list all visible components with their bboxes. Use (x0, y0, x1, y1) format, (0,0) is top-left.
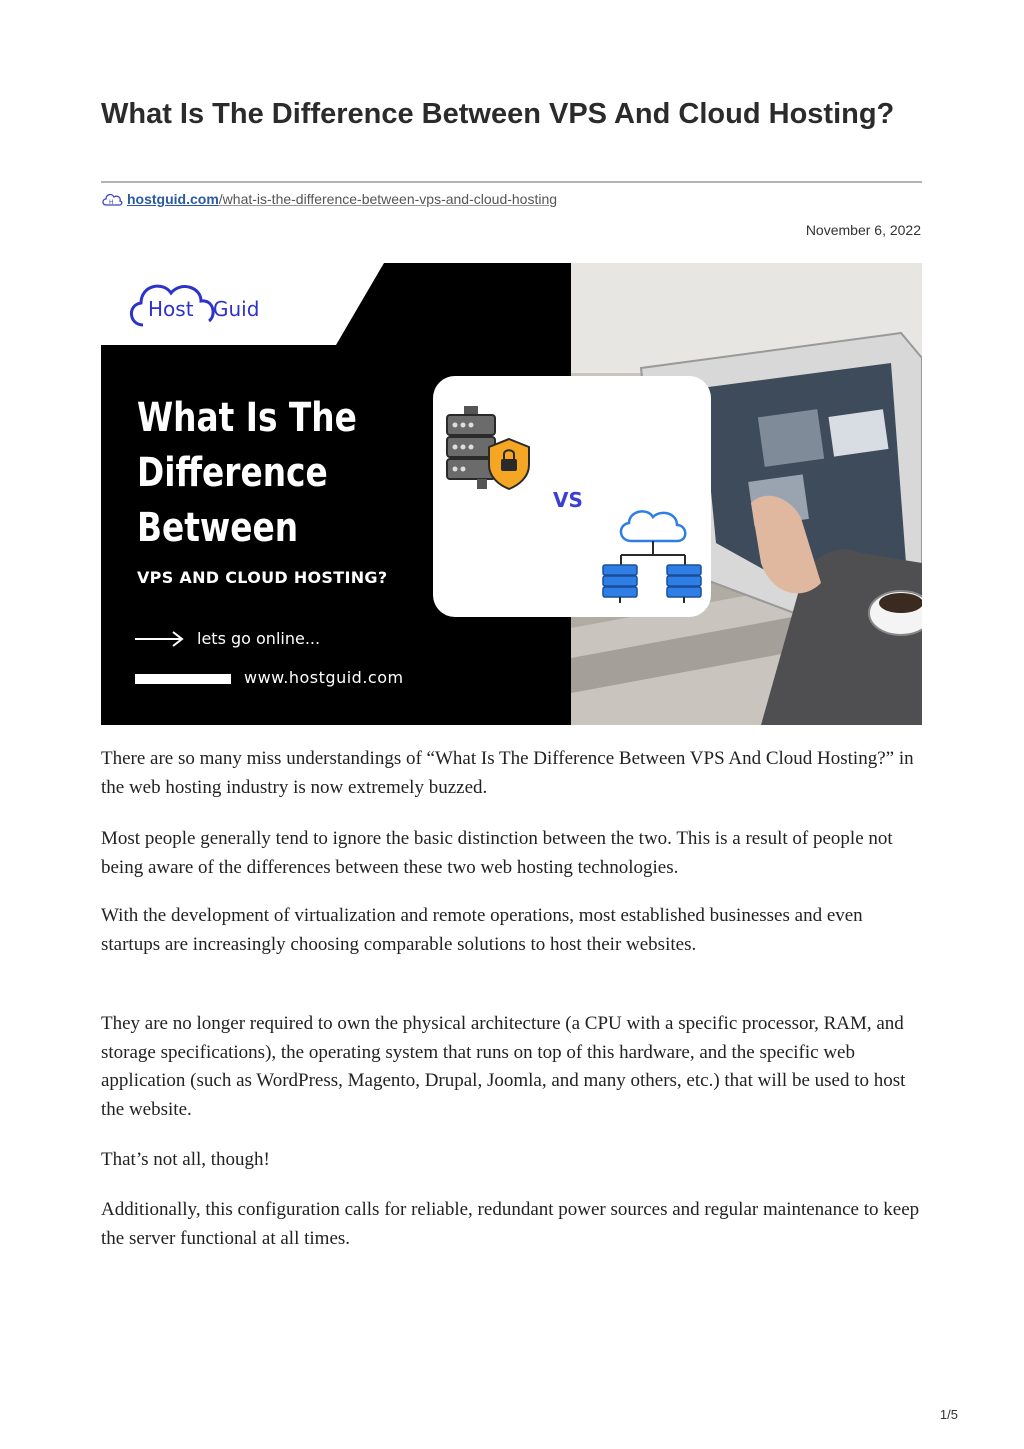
source-path[interactable]: /what-is-the-difference-between-vps-and-cloud-hosting (218, 191, 558, 207)
paragraph-6: Additionally, this configuration calls for reliable, redundant power sources and regular maintenance to keep the server functional at all times. (101, 1199, 920, 1249)
logo-host-text: Host (148, 297, 194, 321)
paragraph-1: There are so many miss understandings of “What Is The Difference Between VPS And Cloud Hosting?” in the web hosting industry is now extremely buzzed. (101, 748, 914, 798)
paragraph-2: Most people generally tend to ignore the basic distinction between the two. This is a result of people not being aware of the differences between these two web hosting technologies. (101, 828, 893, 878)
publish-date: November 6, 2022 (805, 222, 921, 238)
hero-headline-line-3: Between (137, 505, 299, 551)
hostguid-favicon-icon (101, 191, 123, 207)
hero-headline-line-2: Difference (137, 450, 328, 496)
hero-website: www.hostguid.com (244, 668, 404, 687)
source-link[interactable] (101, 190, 557, 208)
vs-label: VS (553, 488, 583, 512)
hero-subheadline: VPS AND CLOUD HOSTING? (137, 568, 388, 587)
svg-text:H: H (109, 199, 114, 206)
paragraph-4: They are no longer required to own the physical architecture (a CPU with a specific processor, RAM, and storage specifications), the operating system that runs on top of this hardware, and the specific web application (such as WordPress, Magento, Drupal, Joomla, and many others, etc.) that will be used to host the website. (101, 1013, 906, 1120)
logo-guid-text: Guid (213, 297, 260, 321)
source-domain[interactable]: hostguid.com (127, 191, 219, 207)
paragraph-5: That’s not all, though! (101, 1149, 270, 1170)
article-title: What Is The Difference Between VPS And Cloud Hosting? (101, 98, 895, 130)
hero-image (101, 263, 922, 725)
hero-headline-line-1: What Is The (137, 395, 357, 441)
hero-tagline: lets go online... (197, 629, 321, 648)
page-number: 1/5 (939, 1407, 958, 1422)
title-divider (101, 181, 922, 183)
coffee-cup-icon (869, 591, 922, 635)
paragraph-3: With the development of virtualization and remote operations, most established businesses and even startups are increasingly choosing comparable solutions to host their websites. (101, 905, 863, 955)
accent-bar (135, 674, 231, 684)
